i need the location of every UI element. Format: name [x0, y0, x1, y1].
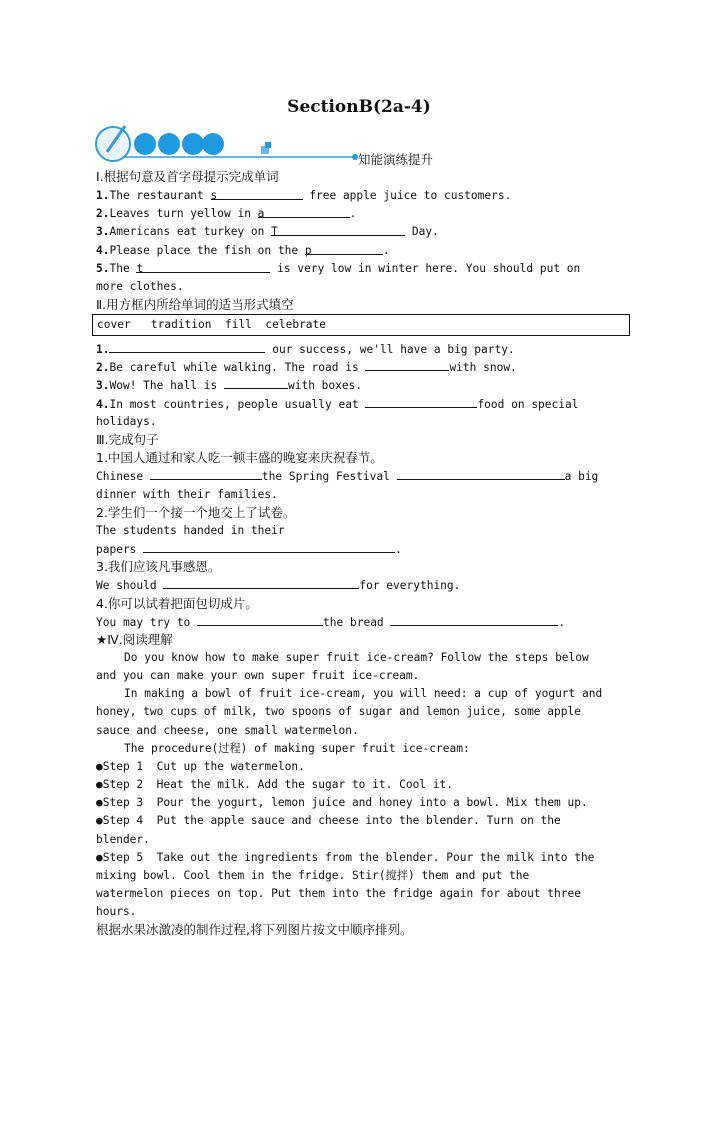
s3-item-4-line: You may try to the bread . [96, 613, 565, 632]
s2-item-4: 4.In most countries, people usually eat food on special [96, 395, 578, 414]
reading-p1-line1: Do you know how to make super fruit ice-cream? Follow the steps below [124, 651, 589, 664]
page-title: SectionB(2a-4) [287, 97, 431, 117]
s2-item-4-cont: holidays. [96, 415, 157, 428]
s2-item-2: 2.Be careful while walking. The road is with snow. [96, 358, 517, 377]
step-line-8: watermelon pieces on top. Put them into the fridge again for about three [96, 887, 581, 900]
word-box-words: cover tradition fill celebrate [97, 318, 327, 331]
s3-item-1-line1: Chinese the Spring Festival a big [96, 467, 598, 486]
s3-item-4-prompt: 4.你可以试着把面包切成片。 [96, 596, 258, 611]
reading-p2-line2: honey, two cups of milk, two spoons of sugar and lemon juice, some apple [96, 705, 581, 718]
s1-item-4: 4.Please place the fish on the p . [96, 244, 390, 257]
reading-p1-line2: and you can make your own super fruit ice-cream. [96, 669, 420, 682]
reading-p3: The procedure(过程) of making super fruit ice-cream: [124, 742, 470, 755]
s1-item-5: 5.The t is very low in winter here. You should put on [96, 262, 581, 275]
step-line-9: hours. [96, 905, 137, 918]
reading-p2-line1: In making a bowl of fruit ice-cream, you will need: a cup of yogurt and [124, 687, 603, 700]
s3-item-2-line2: papers . [96, 540, 402, 559]
s3-item-3-prompt: 3.我们应该凡事感恩。 [96, 559, 221, 574]
s3-item-1-prompt: 1.中国人通过和家人吃一顿丰盛的晚宴来庆祝春节。 [96, 450, 383, 465]
step-line-1: ●Step 1 Cut up the watermelon. [96, 760, 305, 773]
step-line-2: ●Step 2 Heat the milk. Add the sugar to it. Cool it. [96, 778, 453, 791]
banner-label: 知能演练提升 [358, 152, 434, 167]
s3-item-1-line2: dinner with their families. [96, 488, 278, 501]
s3-item-3-line: We should for everything. [96, 576, 460, 595]
step-line-6: ●Step 5 Take out the ingredients from the blender. Pour the milk into the [96, 851, 595, 864]
s3-item-2-line1: The students handed in their [96, 524, 285, 537]
reading-p2-line3: sauce and cheese, one small watermelon. [96, 724, 359, 737]
s1-item-3: 3.Americans eat turkey on T Day. [96, 225, 439, 238]
section-3-heading: Ⅲ.完成句子 [96, 432, 159, 447]
word-box [92, 314, 630, 336]
step-line-4: ●Step 4 Put the apple sauce and cheese into the blender. Turn on the [96, 814, 561, 827]
final-instruction: 根据水果冰激凌的制作过程,将下列图片按文中顺序排列。 [96, 922, 413, 937]
s1-item-5-cont: more clothes. [96, 280, 184, 293]
s2-item-1: 1. our success, we'll have a big party. [96, 340, 515, 359]
s2-item-3: 3.Wow! The hall is with boxes. [96, 376, 362, 395]
section-1-heading: Ⅰ.根据句意及首字母提示完成单词 [96, 169, 279, 184]
s3-item-2-prompt: 2.学生们一个接一个地交上了试卷。 [96, 505, 296, 520]
section-4-heading: ★Ⅳ.阅读理解 [96, 632, 173, 647]
s1-item-1: 1.The restaurant s free apple juice to customers. [96, 189, 512, 202]
section-2-heading: Ⅱ.用方框内所给单词的适当形式填空 [96, 297, 294, 312]
s1-item-2: 2.Leaves turn yellow in a . [96, 207, 357, 220]
step-line-3: ●Step 3 Pour the yogurt, lemon juice and honey into a bowl. Mix them up. [96, 796, 588, 809]
step-line-7: mixing bowl. Cool them in the fridge. Stir(搅拌) them and put the [96, 869, 530, 882]
step-line-5: blender. [96, 833, 150, 846]
